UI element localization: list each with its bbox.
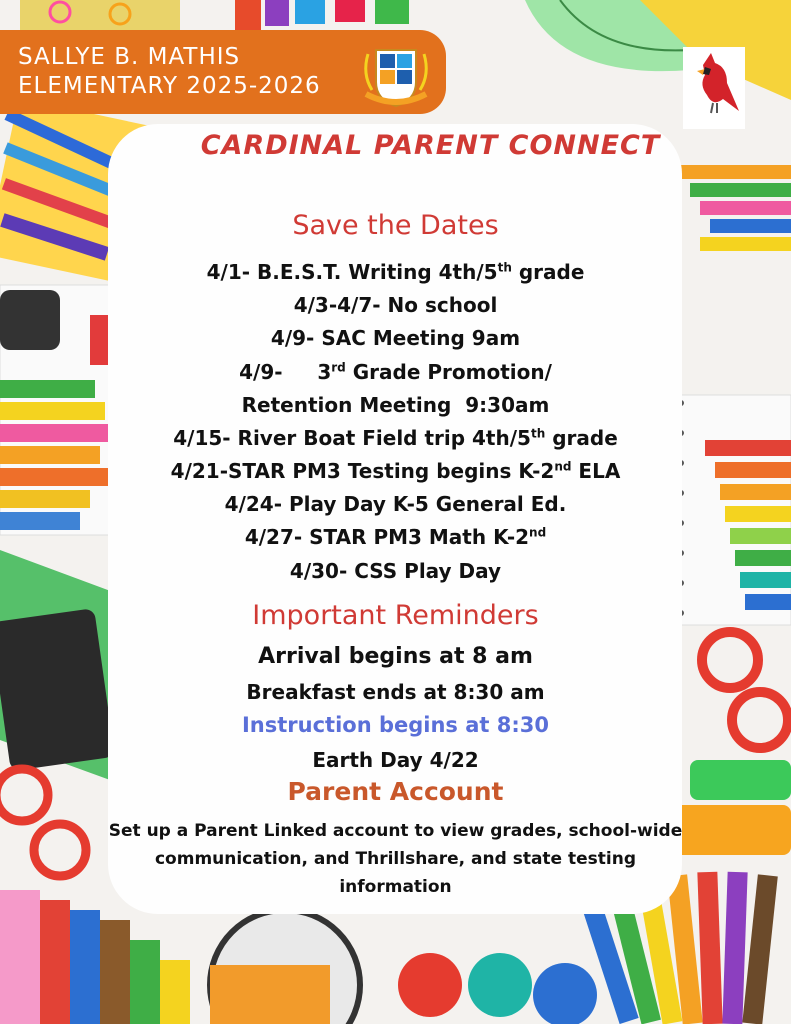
date-item-6: 4/15- River Boat Field trip 4th/5th grade bbox=[173, 426, 618, 450]
school-name-line1: SALLYE B. MATHIS bbox=[18, 44, 241, 70]
date-item-5: Retention Meeting 9:30am bbox=[241, 393, 550, 417]
parent-account-line1: Set up a Parent Linked account to view grades, school-wide bbox=[108, 821, 683, 841]
parent-account-line3: information bbox=[339, 877, 452, 897]
arrival-reminder: Arrival begins at 8 am bbox=[258, 644, 533, 669]
date-item-4: 4/9- 3rd Grade Promotion/ bbox=[239, 360, 552, 384]
school-crest-icon bbox=[360, 44, 432, 112]
parent-account-line2: communication, and Thrillshare, and state testing bbox=[154, 849, 637, 869]
important-reminders-heading: Important Reminders bbox=[252, 600, 539, 631]
instruction-reminder: Instruction begins at 8:30 bbox=[241, 713, 549, 737]
paperclips-icon bbox=[20, 0, 180, 30]
date-item-1: 4/1- B.E.S.T. Writing 4th/5th grade bbox=[206, 260, 585, 284]
paint-pots-icon bbox=[398, 953, 597, 1024]
cardinal-bird-icon bbox=[683, 47, 745, 129]
cardinal-logo bbox=[683, 47, 745, 129]
date-item-7: 4/21-STAR PM3 Testing begins K-2nd ELA bbox=[170, 459, 621, 483]
date-item-9: 4/27- STAR PM3 Math K-2nd bbox=[244, 525, 547, 549]
save-the-dates-heading: Save the Dates bbox=[292, 210, 499, 241]
date-item-3: 4/9- SAC Meeting 9am bbox=[270, 326, 521, 350]
breakfast-reminder: Breakfast ends at 8:30 am bbox=[246, 680, 545, 704]
earth-day-reminder: Earth Day 4/22 bbox=[312, 748, 479, 772]
date-item-8: 4/24- Play Day K-5 General Ed. bbox=[224, 492, 567, 516]
date-item-10: 4/30- CSS Play Day bbox=[289, 559, 502, 583]
date-item-2: 4/3-4/7- No school bbox=[293, 293, 498, 317]
page-title: CARDINAL PARENT CONNECT bbox=[200, 130, 661, 161]
parent-account-heading: Parent Account bbox=[287, 777, 504, 806]
school-name-line2: ELEMENTARY 2025-2026 bbox=[18, 73, 321, 99]
